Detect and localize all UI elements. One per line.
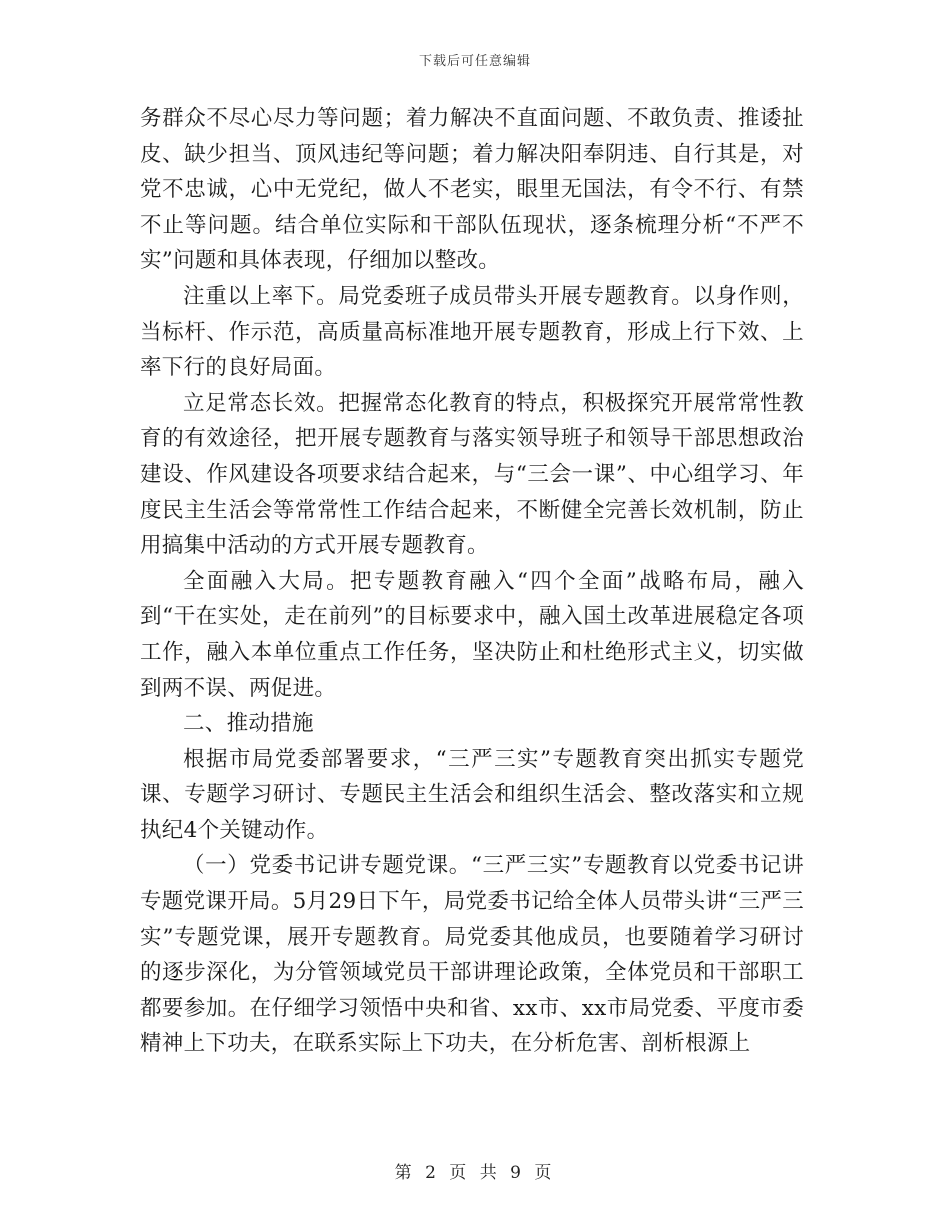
page-header: 下载后可任意编辑 (418, 54, 531, 69)
page-number-footer: 第 2 页 共 9 页 (394, 1163, 556, 1183)
paragraph-party-lecture: （一）党委书记讲专题党课。“三严三实”专题教育以党委书记讲专题党课开局。5月29日下午，局党委书记给全体人员带头讲“三严三实”专题党课，展开专题教育。局党委其他成员，也要随着学习研讨的逐步深化，为分管领域党员干部讲理论政策，全体党员和干部职工都要参加。在仔细学习领悟中央和省、xx市、xx市局党委、平度市委精神上下功夫，在联系实际上下功夫，在分析危害、剖析根源上 (140, 853, 804, 1057)
document-body (140, 101, 804, 1062)
paragraph-deployment: 根据市局党委部署要求，“三严三实”专题教育突出抓实专题党课、专题学习研讨、专题民主生活会和组织生活会、整改落实和立规执纪4个关键动作。 (140, 746, 804, 843)
paragraph-big-picture: 全面融入大局。把专题教育融入“四个全面”战略布局，融入到“干在实处，走在前列”的目标要求中，融入国土改革进展稳定各项工作，融入本单位重点工作任务，坚决防止和杜绝形式主义，切实做到两不误、两促进。 (140, 568, 804, 701)
paragraph-lead-by-example: 注重以上率下。局党委班子成员带头开展专题教育。以身作则，当标杆、作示范，高质量高标准地开展专题教育，形成上行下效、上率下行的良好局面。 (140, 283, 804, 381)
paragraph-continuation: 务群众不尽心尽力等问题；着力解决不直面问题、不敢负责、推诿扯皮、缺少担当、顶风违纪等问题；着力解决阳奉阴违、自行其是，对党不忠诚，心中无党纪，做人不老实，眼里无国法，有令不行、有禁不止等问题。结合单位实际和干部队伍现状，逐条梳理分析“不严不实”问题和具体表现，仔细加以整改。 (140, 106, 804, 274)
paragraph-long-term: 立足常态长效。把握常态化教育的特点，积极探究开展常常性教育的有效途径，把开展专题教育与落实领导班子和领导干部思想政治建设、作风建设各项要求结合起来，与“三会一课”、中心组学习、年度民主生活会等常常性工作结合起来，不断健全完善长效机制，防止用搞集中活动的方式开展专题教育。 (140, 390, 804, 559)
section-heading-measures: 二、推动措施 (183, 711, 314, 737)
